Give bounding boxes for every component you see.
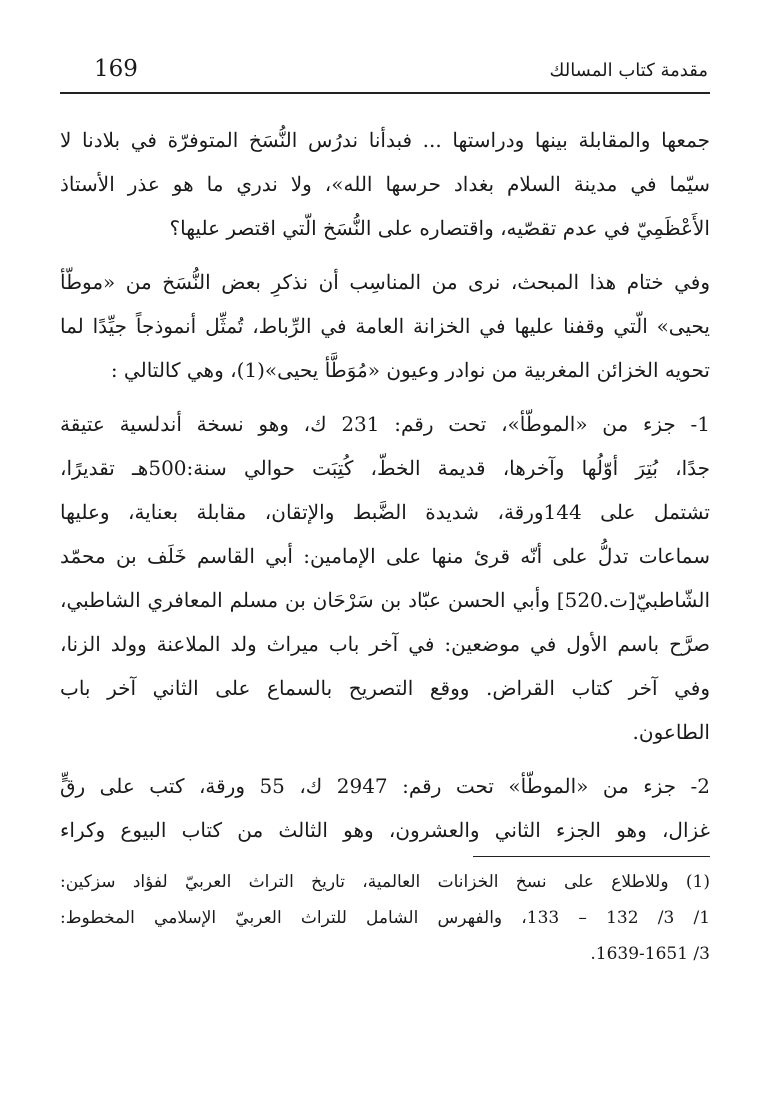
paragraph-conclusion	[60, 260, 710, 392]
page-header	[60, 48, 710, 94]
text-line: تشتمل على 144ورقة، شديدة الضَّبط والإتقان، مقابلة بعناية، وعليها	[60, 500, 710, 524]
page-number: 169	[94, 56, 138, 82]
footnote-line: 1/ 3/ 132 – 133، والفهرس الشامل للتراث العربيّ الإسلامي المخطوط:	[60, 908, 710, 928]
text-line: 2- جزء من «الموطّأ» تحت رقم: 2947 ك، 55 ورقة، كتب على رقٍّ	[60, 774, 710, 798]
text-line: الشّاطبيّ[ت.520] وأبي الحسن عبّاد بن سَرْحَان بن مسلم المعافري الشاطبي،	[60, 588, 710, 612]
body-text	[60, 118, 710, 852]
footnote-line: (1) وللاطلاع على نسخ الخزانات العالمية، تاريخ التراث العربيّ لفؤاد سزكين:	[60, 872, 710, 892]
text-line: 1- جزء من «الموطّأ»، تحت رقم: 231 ك، وهو نسخة أندلسية عتيقة	[60, 412, 710, 436]
text-line: صرَّح باسم الأول في موضعين: في آخر باب ميراث ولد الملاعنة وولد الزنا،	[60, 632, 710, 656]
text-line: سيّما في مدينة السلام بغداد حرسها الله»، ولا ندري ما هو عذر الأستاذ	[60, 172, 710, 196]
paragraph-continuation	[60, 118, 710, 250]
footnote-line: 3/ 1639-1651.	[590, 944, 710, 964]
text-line: جدًا، بُتِرَ أوّلُها وآخرها، قديمة الخطّ، كُتِبَت حوالي سنة:500هـ تقديرًا،	[60, 456, 710, 480]
text-line: سماعات تدلُّ على أنّه قرئ منها على الإمامين: أبي القاسم خَلَف بن محمّد	[60, 544, 710, 568]
text-line: تحويه الخزائن المغربية من نوادر وعيون «مُوَطَّأ يحيى»(1)، وهي كالتالي :	[110, 358, 710, 382]
text-line: جمعها والمقابلة بينها ودراستها ... فبدأنا ندرُس النُّسَخ المتوفرّة في بلادنا لا	[60, 128, 710, 152]
paragraph-manuscript-1	[60, 402, 710, 754]
text-line: وفي آخر كتاب القراض. ووقع التصريح بالسماع على الثاني آخر باب	[60, 676, 710, 700]
paragraph-manuscript-2	[60, 764, 710, 852]
running-head: مقدمة كتاب المسالك	[549, 60, 708, 81]
text-line: غزال، وهو الجزء الثاني والعشرون، وهو الثالث من كتاب البيوع وكراء	[60, 818, 710, 842]
text-line: يحيى» الّتي وقفنا عليها في الخزانة العامة في الرِّباط، تُمثِّل أنموذجاً جيِّدًا لما	[60, 314, 710, 338]
text-line: وفي ختام هذا المبحث، نرى من المناسِب أن نذكرِ بعض النُّسَخ من «موطّأ	[60, 270, 710, 294]
footnote-separator	[473, 856, 710, 857]
footnotes	[60, 864, 710, 972]
text-line: الطاعون.	[632, 720, 710, 744]
text-line: الأَعْظَمِيّ في عدم تقصّيه، واقتصاره على النُّسَخ الّتي اقتصر عليها؟	[169, 216, 710, 240]
